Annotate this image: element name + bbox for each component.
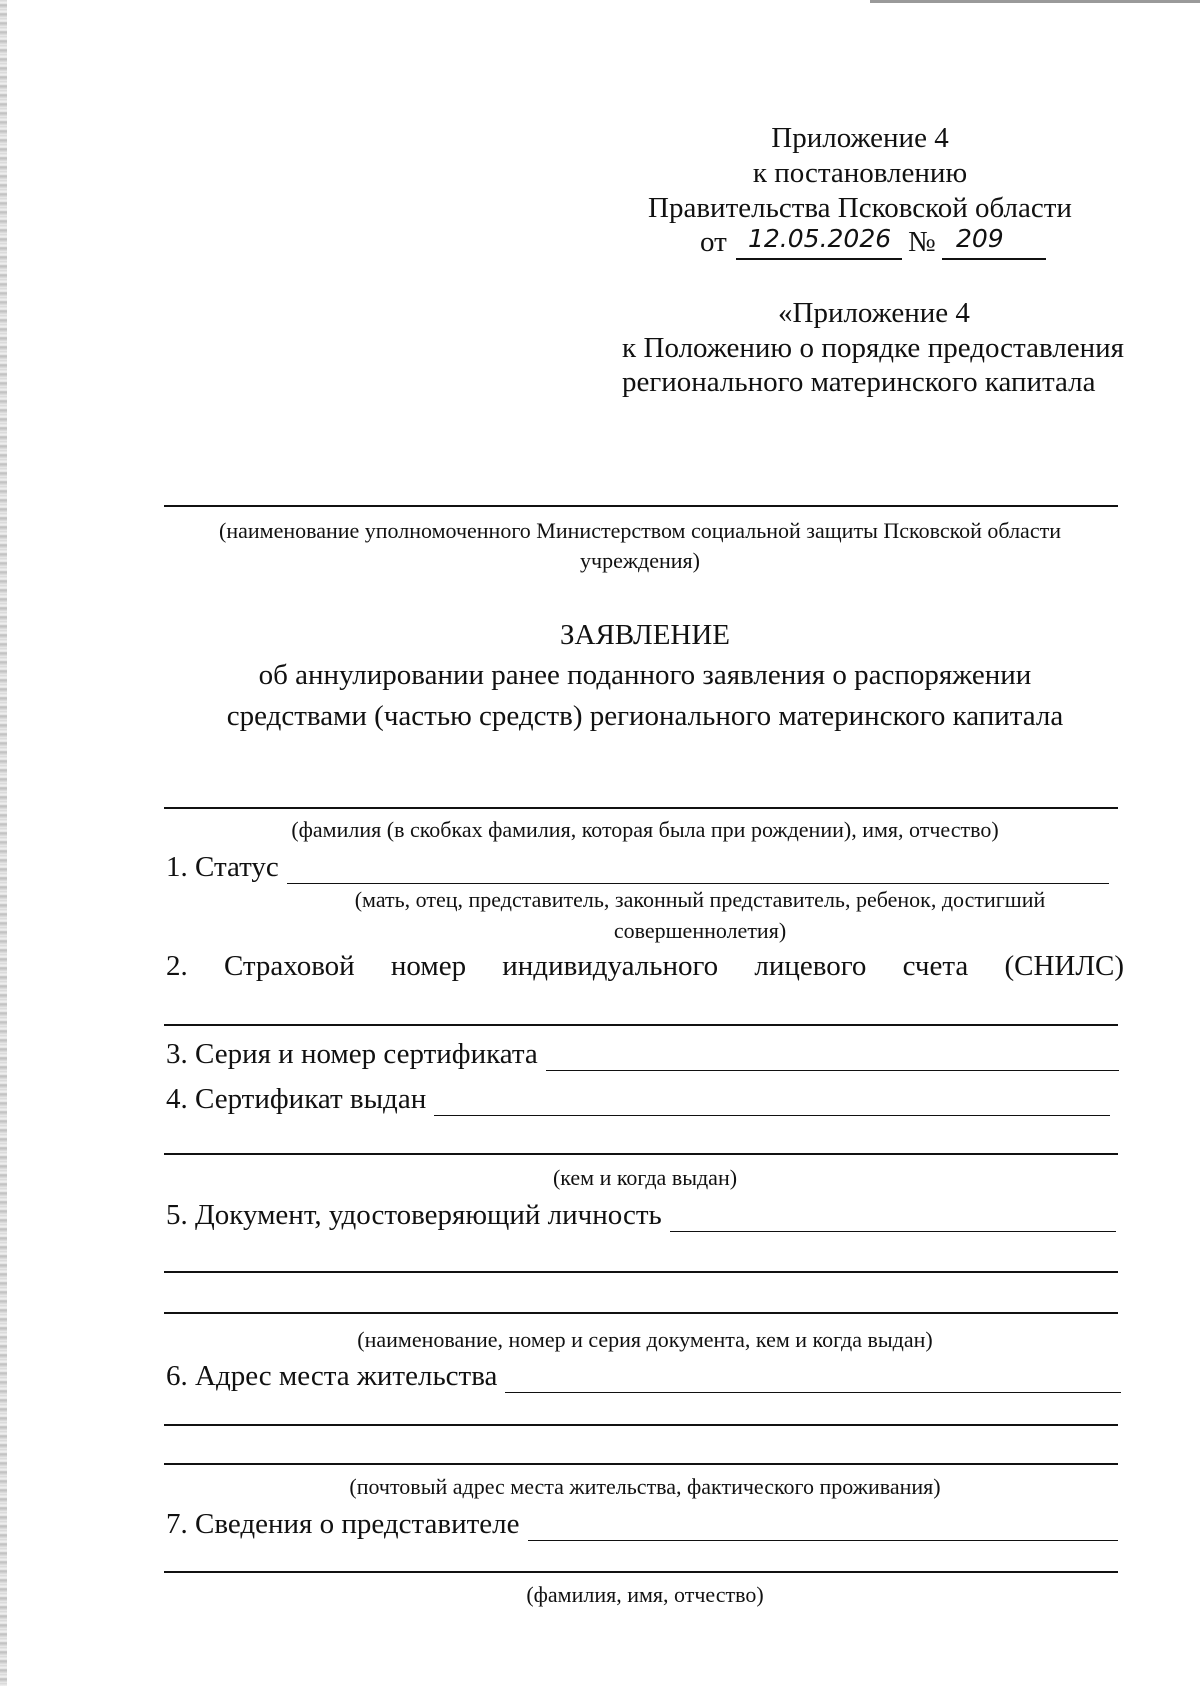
representative-caption: (фамилия, имя, отчество) [526, 1582, 764, 1607]
header-date-line [700, 226, 1060, 262]
issued-label: 4. Сертификат выдан [166, 1083, 427, 1115]
issued-caption: (кем и когда выдан) [552, 1165, 738, 1190]
identity-input-line[interactable] [670, 1205, 1116, 1232]
sub-to-regulation: к Положению о порядке предоставления [622, 332, 1124, 364]
document-title: ЗАЯВЛЕНИЕ [559, 619, 731, 651]
issued-input-line[interactable] [434, 1089, 1110, 1116]
address-input-line[interactable] [505, 1366, 1121, 1393]
number-underline [942, 258, 1046, 260]
certificate-row [166, 1038, 1119, 1071]
status-row [166, 851, 1109, 884]
identity-extra-line-2[interactable] [164, 1312, 1118, 1314]
address-row [166, 1360, 1121, 1393]
address-caption: (почтовый адрес места жительства, фактического проживания) [349, 1474, 941, 1499]
number-handwritten: 209 [956, 224, 1004, 253]
title-line2: средствами (частью средств) регионального материнского капитала [226, 700, 1064, 732]
representative-label: 7. Сведения о представителе [166, 1508, 520, 1540]
representative-row [166, 1508, 1118, 1541]
institution-caption-line2: учреждения) [580, 548, 700, 573]
certificate-label: 3. Серия и номер сертификата [166, 1038, 538, 1070]
address-extra-line-2[interactable] [164, 1463, 1118, 1465]
identity-row [166, 1199, 1116, 1232]
representative-extra-line[interactable] [164, 1571, 1118, 1573]
status-label: 1. Статус [166, 851, 279, 883]
identity-label: 5. Документ, удостоверяющий личность [166, 1199, 662, 1231]
header-to-resolution: к постановлению [752, 157, 968, 189]
status-input-line[interactable] [287, 857, 1109, 884]
date-underline [736, 258, 902, 260]
status-caption-line2: совершеннолетия) [613, 918, 787, 943]
institution-line [164, 505, 1118, 507]
institution-caption-line1: (наименование уполномоченного Министерством социальной защиты Псковской области [219, 518, 1061, 543]
identity-extra-line-1[interactable] [164, 1271, 1118, 1273]
snils-input-line[interactable] [164, 1024, 1118, 1026]
identity-caption: (наименование, номер и серия документа, кем и когда выдан) [357, 1327, 933, 1352]
address-extra-line-1[interactable] [164, 1424, 1118, 1426]
sub-appendix: «Приложение 4 [778, 297, 970, 329]
issued-row [166, 1083, 1110, 1116]
snils-label: 2. Страховой номер индивидуального лицевого счета (СНИЛС) [166, 950, 1124, 982]
status-caption-line1: (мать, отец, представитель, законный представитель, ребенок, достигший [354, 887, 1046, 912]
certificate-input-line[interactable] [546, 1044, 1119, 1071]
date-prefix: от [700, 226, 727, 258]
representative-input-line[interactable] [528, 1514, 1119, 1541]
scan-top-mark [870, 0, 1200, 3]
address-label: 6. Адрес места жительства [166, 1360, 498, 1392]
issued-extra-line[interactable] [164, 1153, 1118, 1155]
date-handwritten: 12.05.2026 [748, 224, 892, 253]
title-line1: об аннулировании ранее поданного заявления о распоряжении [258, 659, 1032, 691]
number-sign: № [908, 226, 936, 258]
scan-edge [0, 0, 7, 1686]
header-appendix: Приложение 4 [771, 122, 949, 154]
sub-capital: регионального материнского капитала [622, 366, 1096, 398]
fio-line [164, 807, 1118, 809]
header-government: Правительства Псковской области [648, 192, 1072, 224]
fio-caption: (фамилия (в скобках фамилия, которая была при рождении), имя, отчество) [291, 817, 999, 842]
